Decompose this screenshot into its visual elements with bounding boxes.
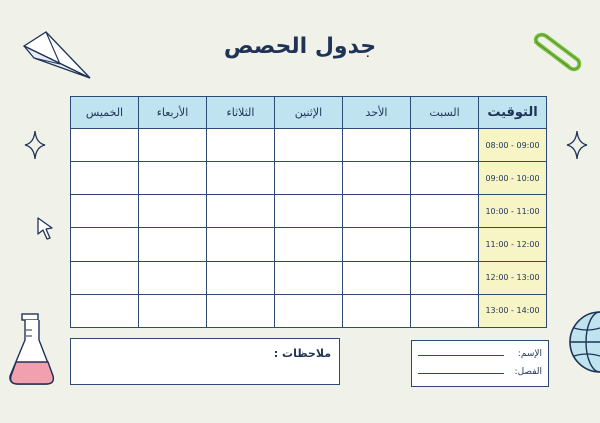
column-header-sunday: الأحد xyxy=(343,97,411,129)
column-header-thursday: الخميس xyxy=(71,97,139,129)
time-slot-cell: 12:00 - 13:00 xyxy=(479,261,547,294)
table-header-row xyxy=(71,97,547,129)
schedule-cell[interactable] xyxy=(411,129,479,162)
schedule-cell[interactable] xyxy=(139,228,207,261)
schedule-cell[interactable] xyxy=(343,261,411,294)
schedule-cell[interactable] xyxy=(207,228,275,261)
class-label: الفصل: xyxy=(514,367,542,377)
column-header-saturday: السبت xyxy=(411,97,479,129)
schedule-cell[interactable] xyxy=(411,261,479,294)
student-info-box xyxy=(411,340,549,387)
schedule-cell[interactable] xyxy=(343,129,411,162)
sparkle-icon xyxy=(24,130,46,160)
schedule-cell[interactable] xyxy=(343,162,411,195)
schedule-cell[interactable] xyxy=(207,129,275,162)
globe-icon xyxy=(562,306,600,376)
schedule-cell[interactable] xyxy=(71,228,139,261)
table-row xyxy=(71,261,547,294)
class-field[interactable] xyxy=(418,373,504,374)
schedule-cell[interactable] xyxy=(343,195,411,228)
schedule-cell[interactable] xyxy=(139,294,207,327)
table-row xyxy=(71,162,547,195)
schedule-cell[interactable] xyxy=(71,195,139,228)
time-slot-cell: 13:00 - 14:00 xyxy=(479,294,547,327)
schedule-cell[interactable] xyxy=(207,261,275,294)
sparkle-icon xyxy=(566,130,588,160)
schedule-cell[interactable] xyxy=(207,162,275,195)
table-row xyxy=(71,228,547,261)
schedule-cell[interactable] xyxy=(139,261,207,294)
schedule-cell[interactable] xyxy=(411,162,479,195)
flask-icon xyxy=(6,310,58,388)
schedule-table xyxy=(70,96,547,328)
time-slot-cell: 11:00 - 12:00 xyxy=(479,228,547,261)
column-header-time: التوقيت xyxy=(479,97,547,129)
schedule-cell[interactable] xyxy=(139,195,207,228)
schedule-cell[interactable] xyxy=(411,195,479,228)
time-slot-cell: 08:00 - 09:00 xyxy=(479,129,547,162)
table-row xyxy=(71,294,547,327)
schedule-cell[interactable] xyxy=(207,195,275,228)
schedule-cell[interactable] xyxy=(71,129,139,162)
schedule-cell[interactable] xyxy=(139,129,207,162)
column-header-tuesday: الثلاثاء xyxy=(207,97,275,129)
notes-label: ملاحظات : xyxy=(273,347,331,360)
page-title: جدول الحصص xyxy=(223,34,377,59)
schedule-cell[interactable] xyxy=(71,294,139,327)
schedule-cell[interactable] xyxy=(71,261,139,294)
column-header-wednesday: الأربعاء xyxy=(139,97,207,129)
schedule-cell[interactable] xyxy=(275,261,343,294)
name-label: الإسم: xyxy=(517,349,542,359)
schedule-cell[interactable] xyxy=(275,162,343,195)
table-row xyxy=(71,129,547,162)
schedule-cell[interactable] xyxy=(275,129,343,162)
table-row xyxy=(71,195,547,228)
cursor-arrow-icon xyxy=(34,216,56,242)
schedule-cell[interactable] xyxy=(207,294,275,327)
schedule-cell[interactable] xyxy=(275,294,343,327)
schedule-cell[interactable] xyxy=(275,228,343,261)
schedule-cell[interactable] xyxy=(275,195,343,228)
schedule-cell[interactable] xyxy=(139,162,207,195)
schedule-cell[interactable] xyxy=(71,162,139,195)
schedule-cell[interactable] xyxy=(411,294,479,327)
time-slot-cell: 09:00 - 10:00 xyxy=(479,162,547,195)
name-field[interactable] xyxy=(418,355,504,356)
schedule-cell[interactable] xyxy=(411,228,479,261)
notes-box[interactable] xyxy=(70,338,340,385)
column-header-monday: الإثنين xyxy=(275,97,343,129)
schedule-cell[interactable] xyxy=(343,294,411,327)
time-slot-cell: 10:00 - 11:00 xyxy=(479,195,547,228)
schedule-cell[interactable] xyxy=(343,228,411,261)
